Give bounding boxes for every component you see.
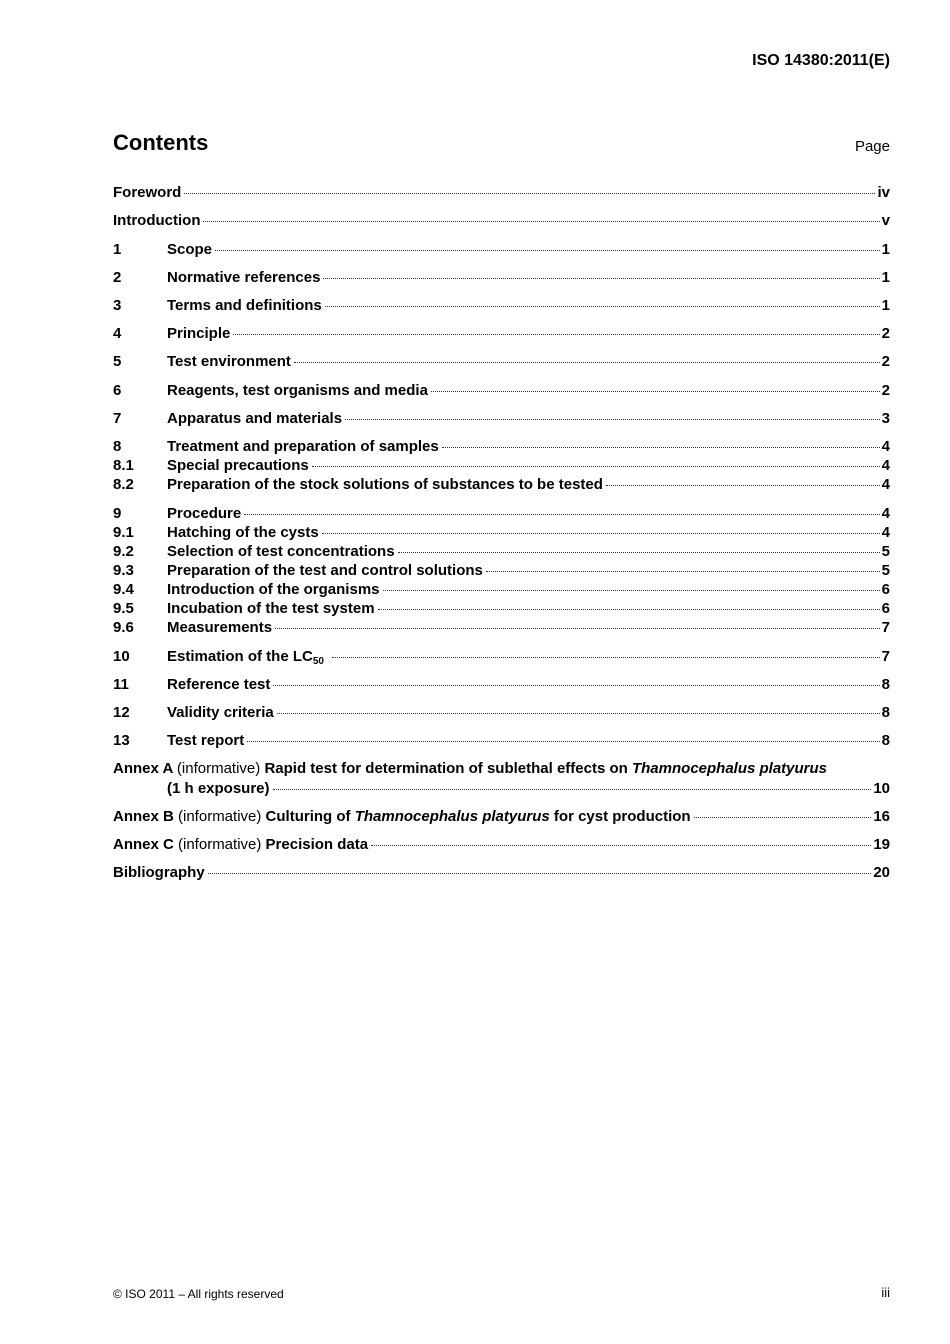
toc-entry-9-4[interactable] bbox=[113, 581, 890, 599]
toc-entry-5[interactable] bbox=[113, 353, 890, 371]
toc-entry-title: Annex A (informative) Rapid test for determination of sublethal effects on Thamnocephalus platyurus bbox=[113, 760, 828, 777]
toc-entry-number: 13 bbox=[113, 732, 130, 749]
toc-entry-number: 6 bbox=[113, 382, 122, 399]
toc-entry-page: iv bbox=[877, 184, 890, 201]
toc-entry-page: 6 bbox=[881, 581, 890, 598]
page-column-label: Page bbox=[854, 138, 890, 155]
toc-entry-8[interactable] bbox=[113, 438, 890, 456]
dot-leader bbox=[184, 193, 875, 194]
contents-heading: Contents bbox=[113, 130, 209, 155]
toc-entry-title: Scope bbox=[167, 241, 213, 258]
toc-entry-title: Introduction of the organisms bbox=[167, 581, 380, 598]
dot-leader bbox=[203, 221, 879, 222]
dot-leader bbox=[208, 873, 872, 874]
toc-entry-title: Treatment and preparation of samples bbox=[167, 438, 439, 455]
toc-entry-number: 1 bbox=[113, 241, 122, 258]
dot-leader bbox=[325, 306, 880, 307]
toc-entry-title: Reagents, test organisms and media bbox=[167, 382, 428, 399]
annex-label: Annex A bbox=[113, 760, 173, 777]
toc-entry-page: 19 bbox=[873, 836, 890, 853]
toc-entry-foreword[interactable] bbox=[113, 184, 890, 202]
toc-entry-9-2[interactable] bbox=[113, 543, 890, 561]
dot-leader bbox=[273, 685, 879, 686]
annex-label: Annex C bbox=[113, 836, 174, 853]
dot-leader bbox=[431, 391, 880, 392]
toc-entry-bibliography[interactable] bbox=[113, 864, 890, 882]
species-name: Thamnocephalus platyurus bbox=[631, 760, 828, 777]
annex-type: (informative) bbox=[178, 836, 262, 853]
toc-entry-page: 3 bbox=[881, 410, 890, 427]
toc-entry-page: 1 bbox=[881, 297, 890, 314]
dot-leader bbox=[247, 741, 879, 742]
lc-subscript: 50 bbox=[312, 656, 324, 667]
toc-entry-title: Principle bbox=[167, 325, 231, 342]
dot-leader bbox=[322, 533, 880, 534]
dot-leader bbox=[215, 250, 880, 251]
toc-entry-title: Annex C (informative) Precision data bbox=[113, 836, 369, 853]
toc-entry-annex-a[interactable] bbox=[113, 760, 890, 778]
dot-leader bbox=[294, 362, 880, 363]
dot-leader bbox=[277, 713, 880, 714]
toc-entry-introduction[interactable] bbox=[113, 212, 890, 230]
annex-type: (informative) bbox=[176, 760, 261, 777]
dot-leader bbox=[273, 789, 872, 790]
toc-entry-number: 9.2 bbox=[113, 543, 134, 560]
toc-entry-number: 10 bbox=[113, 648, 130, 665]
toc-entry-number: 8 bbox=[113, 438, 122, 455]
annex-type: (informative) bbox=[178, 808, 262, 825]
toc-entry-11[interactable] bbox=[113, 676, 890, 694]
toc-entry-9-1[interactable] bbox=[113, 524, 890, 542]
dot-leader bbox=[312, 466, 880, 467]
toc-entry-6[interactable] bbox=[113, 382, 890, 400]
toc-entry-title: Test report bbox=[167, 732, 245, 749]
toc-entry-page: 6 bbox=[881, 600, 890, 617]
dot-leader bbox=[383, 590, 880, 591]
toc-entry-number: 9 bbox=[113, 505, 122, 522]
dot-leader bbox=[486, 571, 880, 572]
dot-leader bbox=[345, 419, 880, 420]
toc-entry-page: 2 bbox=[881, 382, 890, 399]
toc-entry-9-5[interactable] bbox=[113, 600, 890, 618]
dot-leader bbox=[694, 817, 872, 818]
toc-entry-3[interactable] bbox=[113, 297, 890, 315]
toc-entry-number: 9.1 bbox=[113, 524, 134, 541]
toc-entry-page: 20 bbox=[873, 864, 890, 881]
toc-entry-page: 5 bbox=[881, 562, 890, 579]
toc-entry-title: Apparatus and materials bbox=[167, 410, 343, 427]
toc-entry-number: 8.2 bbox=[113, 476, 134, 493]
toc-entry-page: 16 bbox=[873, 808, 890, 825]
toc-entry-4[interactable] bbox=[113, 325, 890, 343]
toc-entry-page: 10 bbox=[873, 780, 890, 797]
toc-entry-title: Introduction bbox=[113, 212, 201, 229]
toc-entry-title: Selection of test concentrations bbox=[167, 543, 395, 560]
toc-entry-page: 4 bbox=[881, 438, 890, 455]
toc-entry-annex-b[interactable] bbox=[113, 808, 890, 826]
toc-entry-page: 2 bbox=[881, 325, 890, 342]
toc-entry-page: 4 bbox=[881, 524, 890, 541]
toc-entry-number: 2 bbox=[113, 269, 122, 286]
document-id: ISO 14380:2011(E) bbox=[752, 52, 890, 69]
toc-entry-number: 12 bbox=[113, 704, 130, 721]
toc-entry-title: Normative references bbox=[167, 269, 321, 286]
toc-entry-8-1[interactable] bbox=[113, 457, 890, 475]
dot-leader bbox=[323, 278, 879, 279]
toc-entry-13[interactable] bbox=[113, 732, 890, 750]
toc-entry-9[interactable] bbox=[113, 505, 890, 523]
toc-entry-12[interactable] bbox=[113, 704, 890, 722]
toc-entry-number: 4 bbox=[113, 325, 122, 342]
toc-entry-title: Measurements bbox=[167, 619, 273, 636]
toc-entry-page: v bbox=[881, 212, 890, 229]
dot-leader bbox=[275, 628, 880, 629]
toc-entry-7[interactable] bbox=[113, 410, 890, 428]
toc-entry-title: Estimation of the $LC_{50}$ bbox=[167, 648, 324, 667]
toc-entry-title: Annex B (informative) Culturing of Thamnocephalus platyurus for cyst production bbox=[113, 808, 691, 825]
toc-entry-annex-c[interactable] bbox=[113, 836, 890, 854]
toc-entry-9-3[interactable] bbox=[113, 562, 890, 580]
toc-entry-page: 8 bbox=[881, 676, 890, 693]
toc-entry-number: 5 bbox=[113, 353, 122, 370]
dot-leader bbox=[332, 657, 880, 658]
toc-entry-page: 7 bbox=[881, 619, 890, 636]
toc-entry-page: 8 bbox=[881, 704, 890, 721]
toc-entry-title: Preparation of the stock solutions of substances to be tested bbox=[167, 476, 603, 493]
toc-entry-title: Terms and definitions bbox=[167, 297, 322, 314]
annex-label: Annex B bbox=[113, 808, 174, 825]
toc-entry-title: Validity criteria bbox=[167, 704, 274, 721]
toc-entry-8-2[interactable] bbox=[113, 476, 890, 494]
toc-entry-title: Foreword bbox=[113, 184, 182, 201]
toc-entry-number: 9.3 bbox=[113, 562, 134, 579]
toc-entry-1[interactable] bbox=[113, 241, 890, 259]
toc-entry-number: 3 bbox=[113, 297, 122, 314]
toc-entry-page: 2 bbox=[881, 353, 890, 370]
toc-entry-title: Incubation of the test system bbox=[167, 600, 375, 617]
toc-entry-number: 9.5 bbox=[113, 600, 134, 617]
toc-entry-title: Hatching of the cysts bbox=[167, 524, 319, 541]
dot-leader bbox=[606, 485, 880, 486]
species-name: Thamnocephalus platyurus bbox=[354, 808, 550, 825]
toc-entry-title: (1 h exposure) bbox=[167, 780, 270, 797]
dot-leader bbox=[233, 334, 879, 335]
dot-leader bbox=[378, 609, 880, 610]
toc-entry-number: 7 bbox=[113, 410, 122, 427]
toc-entry-page: 1 bbox=[881, 241, 890, 258]
toc-entry-page: 5 bbox=[881, 543, 890, 560]
toc-entry-title: Special precautions bbox=[167, 457, 309, 474]
toc-entry-page: 8 bbox=[881, 732, 890, 749]
toc-entry-number: 9.4 bbox=[113, 581, 134, 598]
toc-entry-number: 9.6 bbox=[113, 619, 134, 636]
toc-entry-number: 11 bbox=[113, 676, 129, 693]
toc-entry-page: 4 bbox=[881, 476, 890, 493]
toc-entry-page: 1 bbox=[881, 269, 890, 286]
page-number: iii bbox=[881, 1285, 890, 1300]
toc-entry-annex-a-continued[interactable] bbox=[113, 780, 890, 798]
copyright-notice: © ISO 2011 – All rights reserved bbox=[113, 1287, 284, 1301]
toc-entry-10[interactable] bbox=[113, 648, 890, 666]
toc-entry-page: 4 bbox=[881, 457, 890, 474]
toc-entry-page: 4 bbox=[881, 505, 890, 522]
toc-entry-title: Preparation of the test and control solutions bbox=[167, 562, 483, 579]
toc-entry-2[interactable] bbox=[113, 269, 890, 287]
toc-entry-title: Test environment bbox=[167, 353, 291, 370]
dot-leader bbox=[398, 552, 880, 553]
toc-entry-page: 7 bbox=[881, 648, 890, 665]
dot-leader bbox=[371, 845, 871, 846]
toc-entry-9-6[interactable] bbox=[113, 619, 890, 637]
toc-entry-title: Reference test bbox=[167, 676, 271, 693]
toc-entry-title: Bibliography bbox=[113, 864, 205, 881]
dot-leader bbox=[442, 447, 880, 448]
dot-leader bbox=[244, 514, 879, 515]
toc-entry-title: Procedure bbox=[167, 505, 242, 522]
toc-entry-number: 8.1 bbox=[113, 457, 134, 474]
